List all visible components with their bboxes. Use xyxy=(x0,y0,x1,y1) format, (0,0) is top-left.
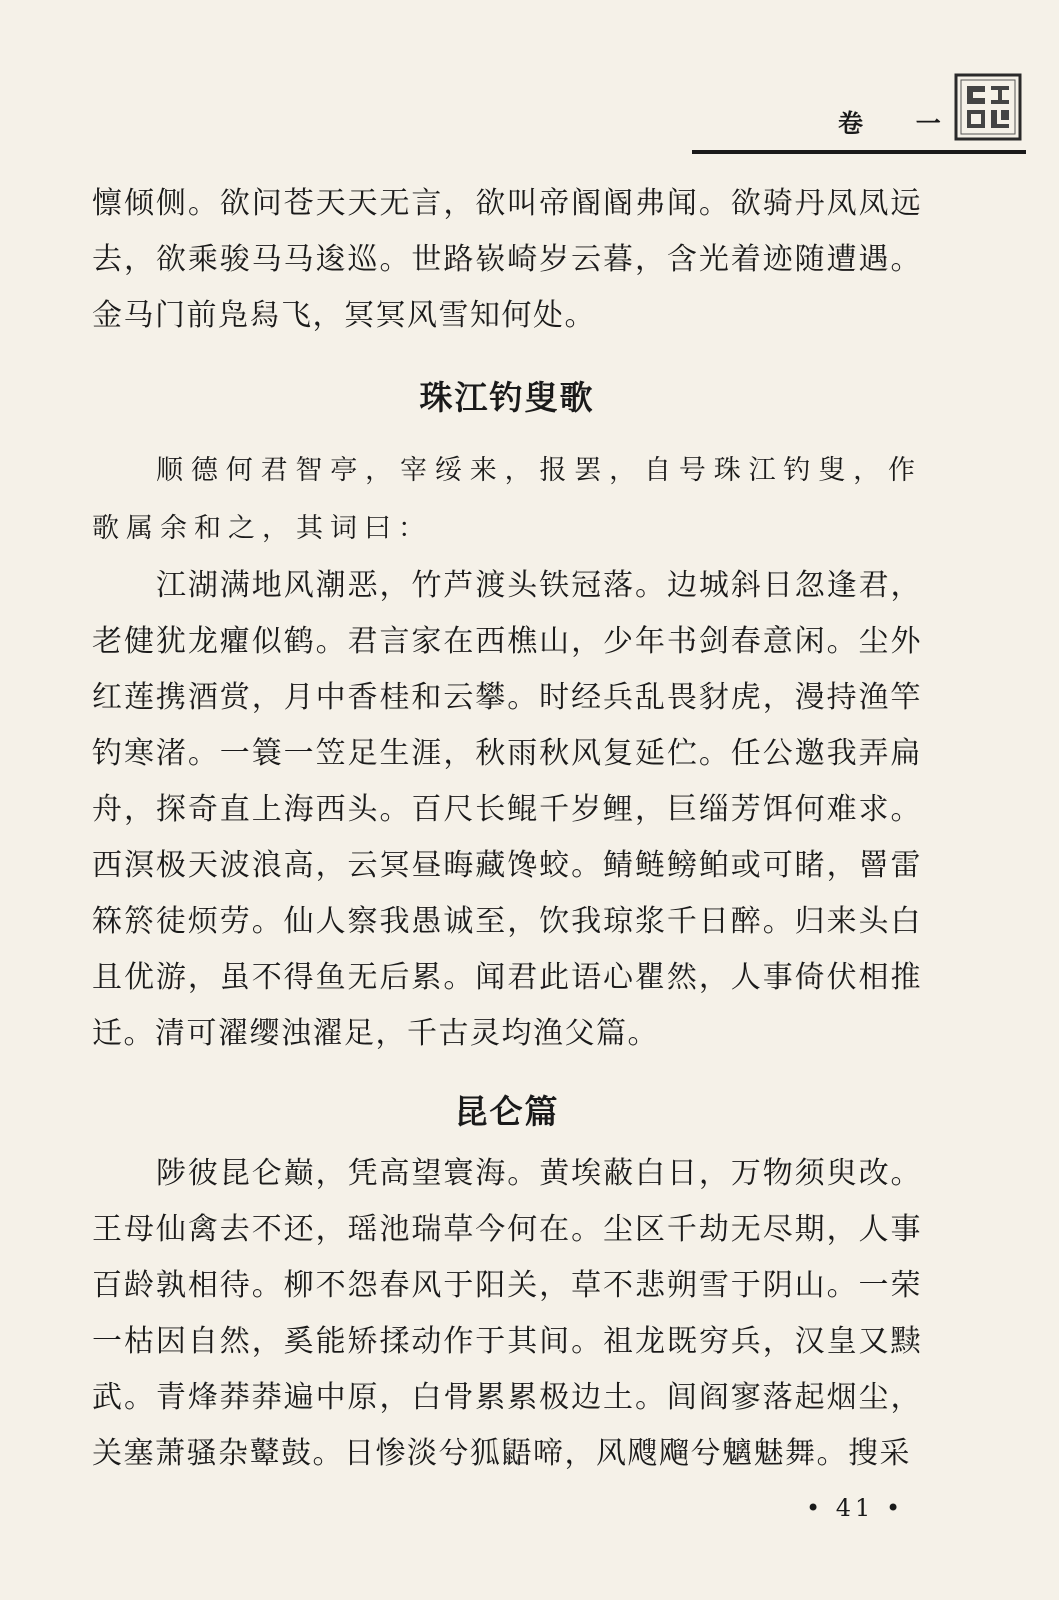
page-number: • 41 • xyxy=(806,1494,905,1522)
seal-stamp-icon xyxy=(953,72,1023,142)
poem-title-zhujiang: 珠江钓叟歌 xyxy=(419,378,595,417)
poem-body: 江湖满地风潮恶，竹芦渡头铁冠落。边城斜日忽逢君，老健犹龙癯似鹤。君言家在西樵山，少年书剑春意闲。尘外红莲携酒赏，月中香桂和云攀。时经兵乱畏豺虎，漫持渔竿钓寒渚。一簑一笠足生涯，秋雨秋风复延伫。任公邀我弄扁舟，探奇直上海西头。百尺长鲲千岁鲤，巨缁芳饵何难求。西溟极天波浪高，云冥昼晦藏馋蛟。鲭鲢鳑鲌或可睹，罾雷箖箊徒烦劳。仙人察我愚诚至，饮我琼浆千日醉。归来头白且优游，虽不得鱼无后累。闻君此语心瞿然，人事倚伏相推迁。清可濯缨浊濯足，千古灵均渔父篇。 xyxy=(92,568,922,1051)
previous-poem-continuation xyxy=(92,176,922,344)
poem-kunlun xyxy=(92,1146,922,1482)
poem-preface: 顺德何君智亭，宰绥来，报罢，自号珠江钓叟，作歌属余和之，其词曰： xyxy=(92,455,922,544)
poem-body: 陟彼昆仑巅，凭高望寰海。黄埃蔽白日，万物须臾改。王母仙禽去不还，瑶池瑞草今何在。尘区千劫无尽期，人事百龄孰相待。柳不怨春风于阳关，草不悲朔雪于阴山。一荣一枯因自然，奚能矫揉动作于其间。祖龙既穷兵，汉皇又黩武。青烽莽莽遍中原，白骨累累极边土。闾阎寥落起烟尘，关塞萧骚杂鼙鼓。日惨淡兮狐鼯啼，风飕飗兮魑魅舞。搜采 xyxy=(92,1156,922,1471)
header-rule xyxy=(692,150,1026,154)
continuation-text: 懔倾侧。欲问苍天天无言，欲叫帝阍阍弗闻。欲骑丹凤凤远去，欲乘骏马马逡巡。世路嵚崎岁云暮，含光着迹随遭遇。金马门前凫舄飞，冥冥风雪知何处。 xyxy=(92,186,922,333)
poem-zhujiang xyxy=(92,442,922,1062)
running-head: 卷 一 xyxy=(838,109,963,138)
poem-title-kunlun: 昆仑篇 xyxy=(454,1092,560,1131)
